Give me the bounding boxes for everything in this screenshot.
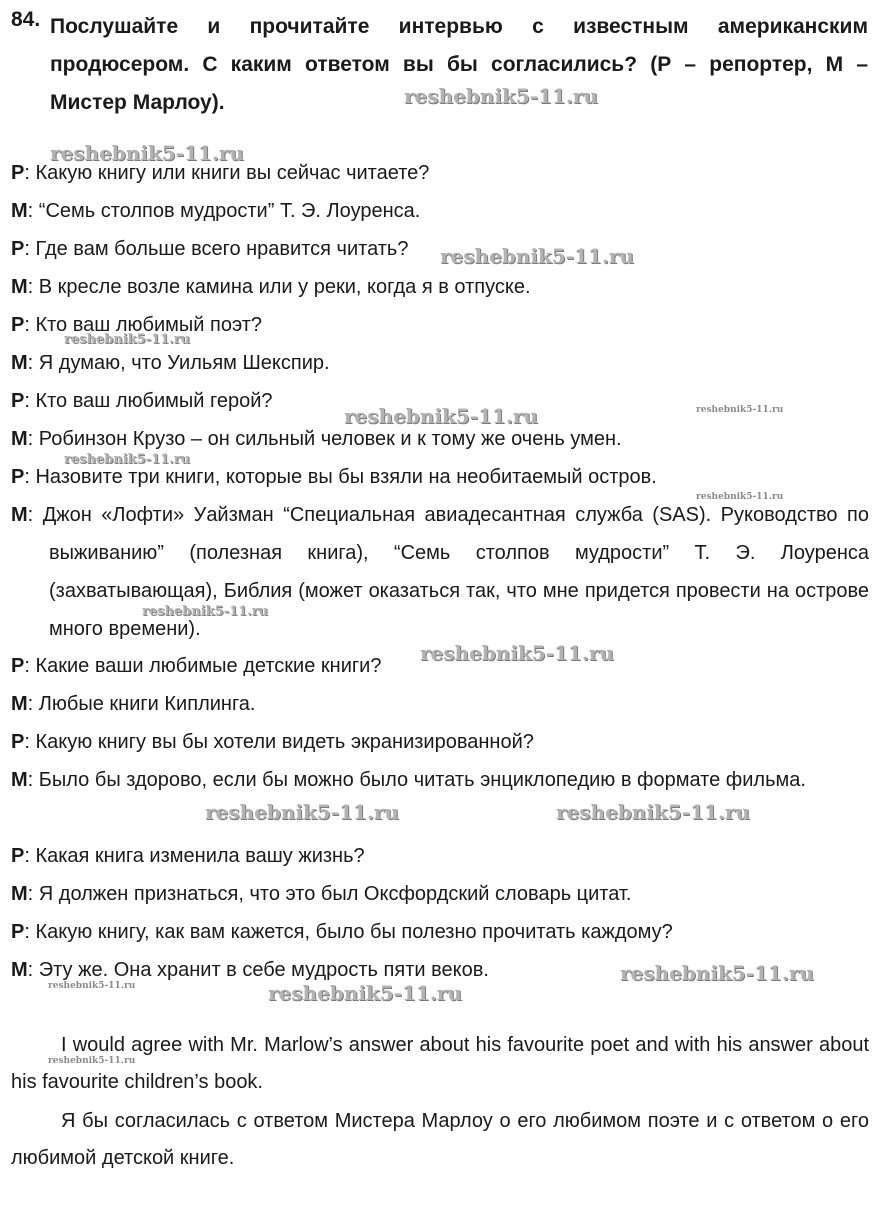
line-text: : Я должен признаться, что это был Оксфордский словарь цитат. (27, 883, 632, 905)
line-text: : Любые книги Киплинга. (27, 693, 256, 715)
line-text: : Какую книгу или книги вы сейчас читаете? (24, 162, 430, 184)
speaker-label: М (11, 428, 28, 450)
task-number: 84. (11, 8, 41, 31)
watermark: reshebnik5-11.ru (696, 492, 784, 502)
speaker-label: Р (11, 238, 25, 260)
watermark: reshebnik5-11.ru (64, 332, 191, 347)
speaker-label: Р (11, 921, 25, 943)
speaker-label: М (11, 883, 28, 905)
speaker-label: М (11, 200, 28, 222)
watermark: reshebnik5-11.ru (48, 981, 136, 991)
line-text: : “Семь столпов мудрости” Т. Э. Лоуренса. (27, 200, 421, 222)
watermark: reshebnik5-11.ru (268, 981, 462, 1005)
task-instructions: Послушайте и прочитайте интервью с известным американским продюсером. С каким ответом вы бы согласились? (Р – репортер, М – Мистер Марлоу). (50, 15, 868, 114)
line-text: : Эту же. Она хранит в себе мудрость пяти веков. (27, 959, 489, 981)
watermark: reshebnik5-11.ru (344, 404, 538, 428)
dialogue-line (11, 198, 420, 224)
watermark: reshebnik5-11.ru (556, 800, 750, 824)
line-text: : Было бы здорово, если бы можно было читать энциклопедию в формате фильма. (27, 769, 806, 791)
watermark: reshebnik5-11.ru (440, 244, 634, 268)
dialogue-line (11, 691, 255, 717)
dialogue-line (11, 729, 534, 755)
line-text: : Кто ваш любимый герой? (24, 390, 273, 412)
line-text: : Где вам больше всего нравится читать? (24, 238, 409, 260)
dialogue-line (11, 843, 365, 869)
speaker-label: М (11, 352, 28, 374)
dialogue-line (11, 957, 489, 983)
answer-english: I would agree with Mr. Marlow’s answer about his favourite poet and with his answer about his favourite children’s book. (11, 1034, 869, 1093)
dialogue-line (11, 761, 869, 799)
speaker-label: Р (11, 390, 25, 412)
speaker-label: М (11, 276, 28, 298)
line-text: : Назовите три книги, которые вы бы взяли на необитаемый остров. (24, 466, 657, 488)
dialogue-line (11, 350, 330, 376)
dialogue-line (11, 426, 622, 452)
watermark: reshebnik5-11.ru (205, 800, 399, 824)
dialogue-line (11, 160, 429, 186)
speaker-label: Р (11, 466, 25, 488)
watermark: reshebnik5-11.ru (142, 604, 269, 619)
speaker-label: М (11, 504, 28, 526)
watermark: reshebnik5-11.ru (48, 1056, 136, 1066)
line-text: : Какую книгу вы бы хотели видеть экранизированной? (24, 731, 534, 753)
line-text: : Я думаю, что Уильям Шекспир. (27, 352, 330, 374)
watermark: reshebnik5-11.ru (620, 961, 814, 985)
speaker-label: Р (11, 731, 25, 753)
watermark: reshebnik5-11.ru (696, 405, 784, 415)
line-text: : Кто ваш любимый поэт? (24, 314, 262, 336)
speaker-label: М (11, 693, 28, 715)
line-text: : Робинзон Крузо – он сильный человек и к тому же очень умен. (27, 428, 622, 450)
speaker-label: М (11, 769, 28, 791)
watermark: reshebnik5-11.ru (50, 141, 244, 165)
line-text: : Какую книгу, как вам кажется, было бы полезно прочитать каждому? (24, 921, 673, 943)
watermark: reshebnik5-11.ru (420, 641, 614, 665)
speaker-label: Р (11, 314, 25, 336)
speaker-label: М (11, 959, 28, 981)
dialogue-line (11, 236, 408, 262)
dialogue-line (11, 464, 657, 490)
watermark: reshebnik5-11.ru (64, 452, 191, 467)
line-text: : Джон «Лофти» Уайзман “Специальная авиадесантная служба (SAS). Руководство по выживанию” (полезная книга), “Семь столпов мудрости” Т. Э. Лоуренса (захватывающая), Библия (может оказаться так, что мне придется провести на острове много времени). (27, 504, 869, 640)
dialogue-line (11, 312, 262, 338)
dialogue-line (11, 388, 273, 414)
dialogue-line (11, 653, 381, 679)
dialogue-line (11, 496, 869, 648)
dialogue-line (11, 919, 673, 945)
line-text: : Какие ваши любимые детские книги? (24, 655, 382, 677)
speaker-label: Р (11, 655, 25, 677)
line-text: : Какая книга изменила вашу жизнь? (24, 845, 365, 867)
speaker-label: Р (11, 162, 25, 184)
answer-russian: Я бы согласилась с ответом Мистера Марлоу о его любимом поэте и с ответом о его любимой детской книге. (11, 1110, 869, 1169)
line-text: : В кресле возле камина или у реки, когда я в отпуске. (27, 276, 531, 298)
dialogue-line (11, 881, 631, 907)
dialogue-line (11, 274, 531, 300)
watermark: reshebnik5-11.ru (404, 84, 598, 108)
speaker-label: Р (11, 845, 25, 867)
